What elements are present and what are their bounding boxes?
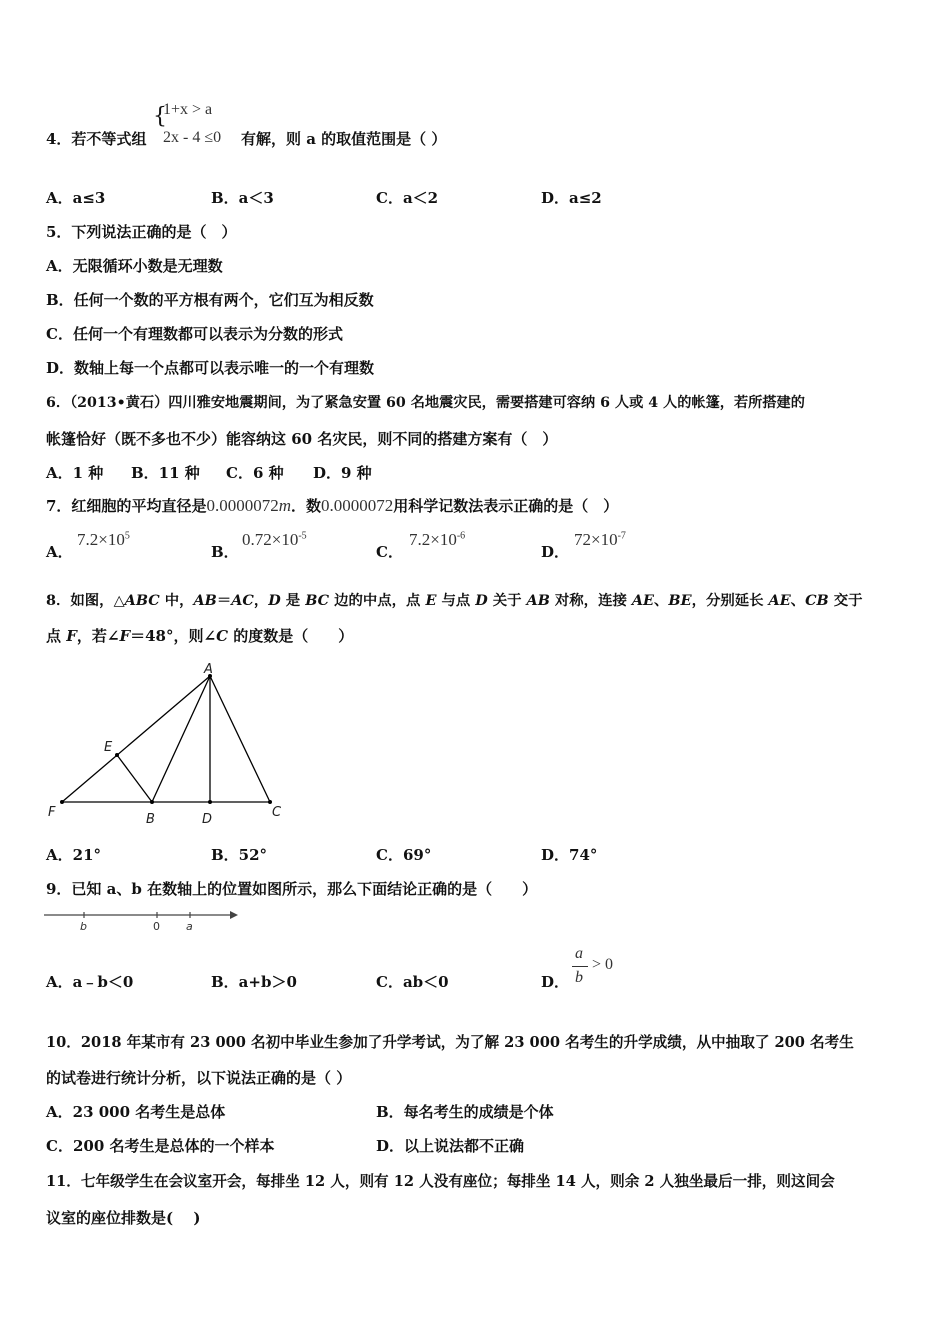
label-a: A	[204, 662, 213, 677]
q7-option-b-value	[242, 530, 307, 550]
q5-option-b: B．任何一个数的平方根有两个，它们互为相反数	[46, 291, 374, 309]
q7-b-mant: 0.72×10	[242, 530, 299, 549]
q7-c-exp: -6	[456, 530, 466, 542]
q8-triangle-figure	[40, 658, 300, 830]
line-ac	[210, 676, 270, 802]
q5-option-a: A．无限循环小数是无理数	[46, 257, 223, 275]
point-e	[115, 753, 119, 757]
q8-option-d: D．74°	[541, 846, 598, 864]
q7-value-m: 0.0000072	[206, 496, 279, 515]
q6-option-a: A．1 种	[46, 464, 104, 482]
q4-stem-post: 有解，则 a 的取值范围是（ ）	[241, 130, 447, 148]
line-eb	[117, 755, 152, 802]
q8-option-b: B．52°	[211, 846, 268, 864]
q8-option-c: C．69°	[376, 846, 432, 864]
q10-line1: 10．2018 年某市有 23 000 名初中毕业生参加了升学考试，为了解 23 000 名考生的升学成绩，从中抽取了 200 名考生	[46, 1034, 854, 1051]
fraction-bar	[572, 966, 588, 967]
axis-label-zero: 0	[153, 920, 160, 933]
q6-line2: 帐篷恰好（既不多也不少）能容纳这 60 名灾民，则不同的搭建方案有（ ）	[46, 430, 558, 448]
q9-option-c: C．ab＜0	[376, 973, 449, 991]
q7-stem	[46, 495, 618, 516]
q8-option-a: A．21°	[46, 846, 102, 864]
line-ab	[152, 676, 210, 802]
q7-option-a-value	[77, 530, 130, 550]
point-c	[268, 800, 272, 804]
q4-stem-pre: 4．若不等式组	[46, 130, 147, 148]
point-b	[150, 800, 154, 804]
q6-option-c: C．6 种	[226, 464, 284, 482]
q10-option-b: B．每名考生的成绩是个体	[376, 1103, 554, 1121]
line-fa	[62, 676, 210, 802]
q9-option-b: B．a+b＞0	[211, 973, 297, 991]
q9-number-line	[40, 904, 245, 934]
label-b: B	[146, 812, 155, 827]
q9-optd-denominator: b	[575, 969, 583, 986]
q8-line2: 点 F，若∠F＝48°，则∠C 的度数是（ ）	[46, 627, 354, 645]
q7-value: 0.0000072	[321, 496, 394, 515]
q7-stem-b: ．数	[290, 497, 321, 515]
q5-stem: 5．下列说法正确的是（ ）	[46, 223, 237, 241]
q7-unit: m	[278, 496, 291, 515]
q7-a-mant: 7.2×10	[77, 530, 125, 549]
q9-stem: 9．已知 a、b 在数轴上的位置如图所示，那么下面结论正确的是（ ）	[46, 880, 538, 898]
q9-option-a: A．a﹣b＜0	[46, 973, 134, 991]
q7-option-b-label: B．	[211, 543, 239, 561]
q4-ineq2: 2x - 4 ≤0	[163, 129, 222, 146]
q7-b-exp: -5	[298, 530, 307, 542]
q9-optd-numerator: a	[575, 945, 583, 962]
q4-option-d: D．a≤2	[541, 189, 602, 207]
q6-line1: 6．（2013•黄石）四川雅安地震期间，为了紧急安置 60 名地震灾民，需要搭建可容纳 6 人或 4 人的帐篷，若所搭建的	[46, 395, 805, 411]
label-f: F	[48, 805, 56, 820]
q6-option-b: B．11 种	[131, 464, 200, 482]
q7-option-c-label: C．	[376, 543, 403, 561]
q9-optd-relation: > 0	[592, 956, 614, 973]
q7-stem-a: 7．红细胞的平均直径是	[46, 497, 207, 515]
q11-line2: 议室的座位排数是( )	[46, 1209, 201, 1227]
q10-line2: 的试卷进行统计分析，以下说法正确的是（ ）	[46, 1069, 352, 1087]
q4-stem	[46, 128, 146, 149]
axis-arrow	[230, 911, 238, 919]
q6-option-d: D．9 种	[313, 464, 372, 482]
q10-option-c: C．200 名考生是总体的一个样本	[46, 1137, 275, 1155]
q9-option-d-label: D．	[541, 973, 570, 991]
point-f	[60, 800, 64, 804]
q8-line1: 8．如图，△ABC 中，AB＝AC，D 是 BC 边的中点，点 E 与点 D 关于 AB 对称，连接 AE、BE，分别延长 AE、CB 交于	[46, 592, 863, 609]
q5-option-d: D．数轴上每一个点都可以表示唯一的一个有理数	[46, 359, 375, 377]
q10-option-d: D．以上说法都不正确	[376, 1137, 525, 1155]
point-d	[208, 800, 212, 804]
q11-line1: 11．七年级学生在会议室开会，每排坐 12 人，则有 12 人没有座位；每排坐 14 人，则余 2 人独坐最后一排，则这间会	[46, 1173, 835, 1190]
q7-stem-c: 用科学记数法表示正确的是（ ）	[393, 497, 619, 515]
q7-d-mant: 72×10	[574, 530, 618, 549]
q7-option-c-value	[409, 530, 465, 550]
q7-d-exp: -7	[617, 530, 626, 542]
q7-c-mant: 7.2×10	[409, 530, 457, 549]
axis-label-b: b	[80, 920, 87, 933]
brace: {	[153, 104, 167, 129]
label-d: D	[202, 812, 213, 827]
label-e: E	[104, 740, 113, 755]
q4-option-b: B．a＜3	[211, 189, 274, 207]
q7-option-d-label: D．	[541, 543, 570, 561]
q7-a-exp: 5	[124, 530, 130, 542]
q7-option-d-value	[574, 530, 626, 550]
q7-option-a-label: A．	[46, 543, 73, 561]
q4-ineq1: 1+x > a	[163, 101, 213, 118]
q4-option-c: C．a＜2	[376, 189, 439, 207]
q4-option-a: A．a≤3	[46, 189, 106, 207]
axis-label-a: a	[186, 920, 193, 933]
label-c: C	[272, 805, 282, 820]
q10-option-a: A．23 000 名考生是总体	[46, 1103, 226, 1121]
q5-option-c: C．任何一个有理数都可以表示为分数的形式	[46, 325, 343, 343]
